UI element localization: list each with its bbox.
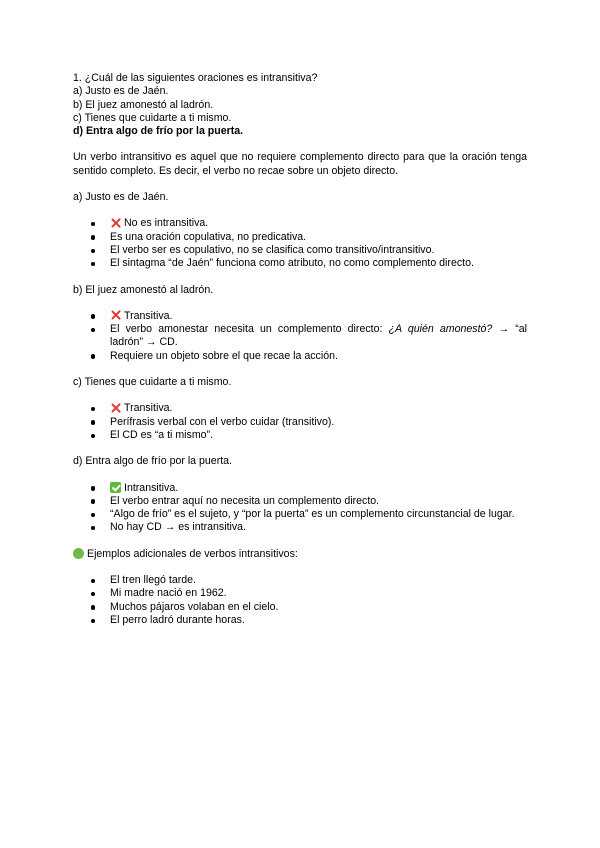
section-d-heading: d) Entra algo de frío por la puerta.: [73, 455, 232, 468]
check-mark-icon: [110, 482, 121, 493]
cross-mark-icon: [110, 217, 121, 228]
section-b-verdict: Transitiva.: [73, 310, 527, 323]
option-b: b) El juez amonestó al ladrón.: [73, 98, 214, 111]
section-a-verdict: No es intransitiva.: [73, 217, 527, 230]
section-b-heading: b) El juez amonestó al ladrón.: [73, 283, 214, 296]
cross-mark-icon: [110, 402, 121, 413]
list-item: No hay CD → es intransitiva.: [73, 521, 527, 534]
list-item: Mi madre nació en 1962.: [73, 587, 527, 600]
list-item: Es una oración copulativa, no predicativa.: [73, 231, 527, 244]
list-item: El perro ladró durante horas.: [73, 614, 527, 627]
list-item: El tren llegó tarde.: [73, 574, 527, 587]
examples-heading: Ejemplos adicionales de verbos intransitivos:: [73, 548, 527, 561]
list-item: “Algo de frío” es el sujeto, y “por la puerta” es un complemento circunstancial de lugar.: [73, 508, 527, 521]
list-item: Muchos pájaros volaban en el cielo.: [73, 601, 527, 614]
section-d-list: [73, 482, 527, 535]
document-content: [73, 72, 527, 627]
list-item: El verbo amonestar necesita un complemento directo: ¿A quién amonestó? → “al ladrón” → CD.: [73, 323, 527, 350]
option-d-correct: d) Entra algo de frío por la puerta.: [73, 125, 244, 138]
list-item: El CD es “a ti mismo”.: [73, 429, 527, 442]
list-item: Requiere un objeto sobre el que recae la acción.: [73, 350, 527, 363]
green-circle-icon: [73, 548, 84, 559]
section-b-list: [73, 310, 527, 363]
section-c-list: [73, 402, 527, 442]
definition-paragraph: Un verbo intransitivo es aquel que no requiere complemento directo para que la oración tenga sentido completo. Es decir, el verbo no recae sobre un objeto directo.: [73, 151, 527, 177]
section-d-verdict: Intransitiva.: [73, 482, 527, 495]
section-a-heading: a) Justo es de Jaén.: [73, 191, 169, 204]
section-c-heading: c) Tienes que cuidarte a ti mismo.: [73, 376, 232, 389]
option-c: c) Tienes que cuidarte a ti mismo.: [73, 111, 232, 124]
question-title: 1. ¿Cuál de las siguientes oraciones es intransitiva?: [73, 72, 318, 84]
section-c-verdict: Transitiva.: [73, 402, 527, 415]
list-item: Perífrasis verbal con el verbo cuidar (transitivo).: [73, 416, 527, 429]
list-item: El verbo entrar aquí no necesita un complemento directo.: [73, 495, 527, 508]
section-a-list: [73, 217, 527, 270]
list-item: El verbo ser es copulativo, no se clasifica como transitivo/intransitivo.: [73, 244, 527, 257]
list-item: El sintagma “de Jaén” funciona como atributo, no como complemento directo.: [73, 257, 527, 270]
option-a: a) Justo es de Jaén.: [73, 85, 169, 98]
examples-list: [73, 574, 527, 627]
cross-mark-icon: [110, 310, 121, 321]
